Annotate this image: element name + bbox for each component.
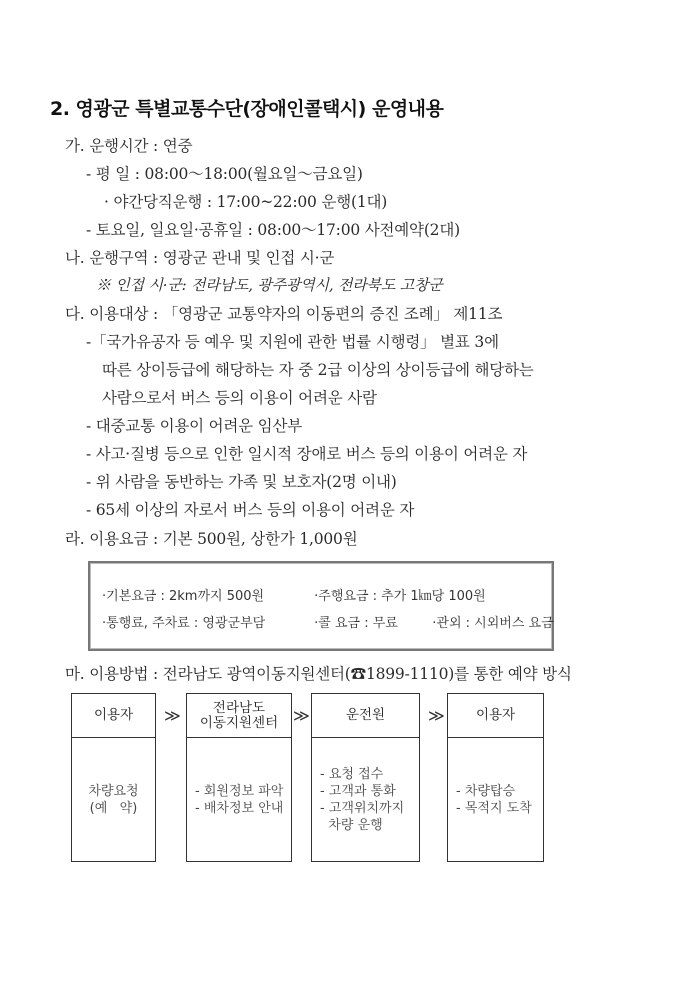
eligibility-item-cont: 사람으로서 버스 등의 이용이 어려운 사람 — [102, 389, 377, 407]
eligibility-heading: 다. 이용대상 : 「영광군 교통약자의 이동편의 증진 조례」 제11조 — [65, 305, 503, 323]
section-title: 2. 영광군 특별교통수단(장애인콜택시) 운영내용 — [50, 98, 444, 120]
flow-step-header: 이용자 — [72, 694, 155, 738]
flow-step-header: 운전원 — [312, 694, 419, 738]
usage-method-heading: 마. 이용방법 : 전라남도 광역이동지원센터(☎1899-1110)를 통한 예약 방식 — [65, 665, 572, 683]
eligibility-item: - 65세 이상의 자로서 버스 등의 이용이 어려운 자 — [86, 501, 415, 519]
night-duty-hours: · 야간당직운행 : 17:00~22:00 운행(1대) — [104, 193, 388, 211]
flow-step-header: 이용자 — [448, 694, 543, 738]
flow-arrow-icon: ≫ — [293, 706, 310, 725]
flow-step-header: 전라남도 이동지원센터 — [187, 694, 291, 738]
operating-hours-heading: 가. 운행시간 : 연중 — [65, 137, 193, 155]
flow-step-body: - 차량탑승 - 목적지 도착 — [456, 784, 532, 816]
toll-parking-fee: ·통행료, 주차료 : 영광군부담 — [102, 616, 266, 631]
fee-heading: 라. 이용요금 : 기본 500원, 상한가 1,000원 — [65, 530, 358, 548]
flow-step-user-ride — [447, 693, 544, 862]
flow-step-driver — [311, 693, 420, 862]
eligibility-item: - 대중교통 이용이 어려운 임산부 — [86, 417, 302, 435]
fee-row-1 — [102, 585, 486, 604]
call-fee: ·콜 요금 : 무료 — [314, 616, 398, 631]
eligibility-item: - 위 사람을 동반하는 가족 및 보호자(2명 이내) — [86, 473, 397, 491]
flow-arrow-icon: ≫ — [164, 706, 181, 725]
flow-step-user-request — [71, 693, 156, 862]
flow-arrow-icon: ≫ — [428, 706, 445, 725]
eligibility-item-cont: 따른 상이등급에 해당하는 자 중 2급 이상의 상이등급에 해당하는 — [102, 361, 534, 379]
flow-step-body: - 회원정보 파악 - 배차정보 안내 — [195, 784, 284, 816]
adjacent-area-note: ※ 인접 시·군: 전라남도, 광주광역시, 전라북도 고창군 — [96, 276, 443, 294]
weekday-hours: - 평 일 : 08:00～18:00(월요일～금요일) — [86, 165, 363, 183]
fee-details-box — [88, 561, 554, 651]
flow-step-support-center — [186, 693, 292, 862]
eligibility-item: -「국가유공자 등 예우 및 지원에 관한 법률 시행령」 별표 3에 — [86, 333, 499, 351]
fee-row-2 — [102, 612, 554, 631]
flow-step-body: - 요청 접수 - 고객과 통화 - 고객위치까지 차량 운행 — [320, 767, 405, 833]
weekend-hours: - 토요일, 일요일·공휴일 : 08:00～17:00 사전예약(2대) — [86, 221, 460, 239]
service-area-heading: 나. 운행구역 : 영광군 관내 및 인접 시·군 — [65, 249, 335, 267]
out-of-area-fee: ·관외 : 시외버스 요금 — [432, 616, 554, 631]
eligibility-item: - 사고·질병 등으로 인한 일시적 장애로 버스 등의 이용이 어려운 자 — [86, 445, 528, 463]
distance-fee: ·주행요금 : 추가 1㎞당 100원 — [314, 589, 486, 604]
base-fee: ·기본요금 : 2km까지 500원 — [102, 589, 265, 604]
flow-step-body: 차량요청 (예 약) — [88, 784, 139, 816]
